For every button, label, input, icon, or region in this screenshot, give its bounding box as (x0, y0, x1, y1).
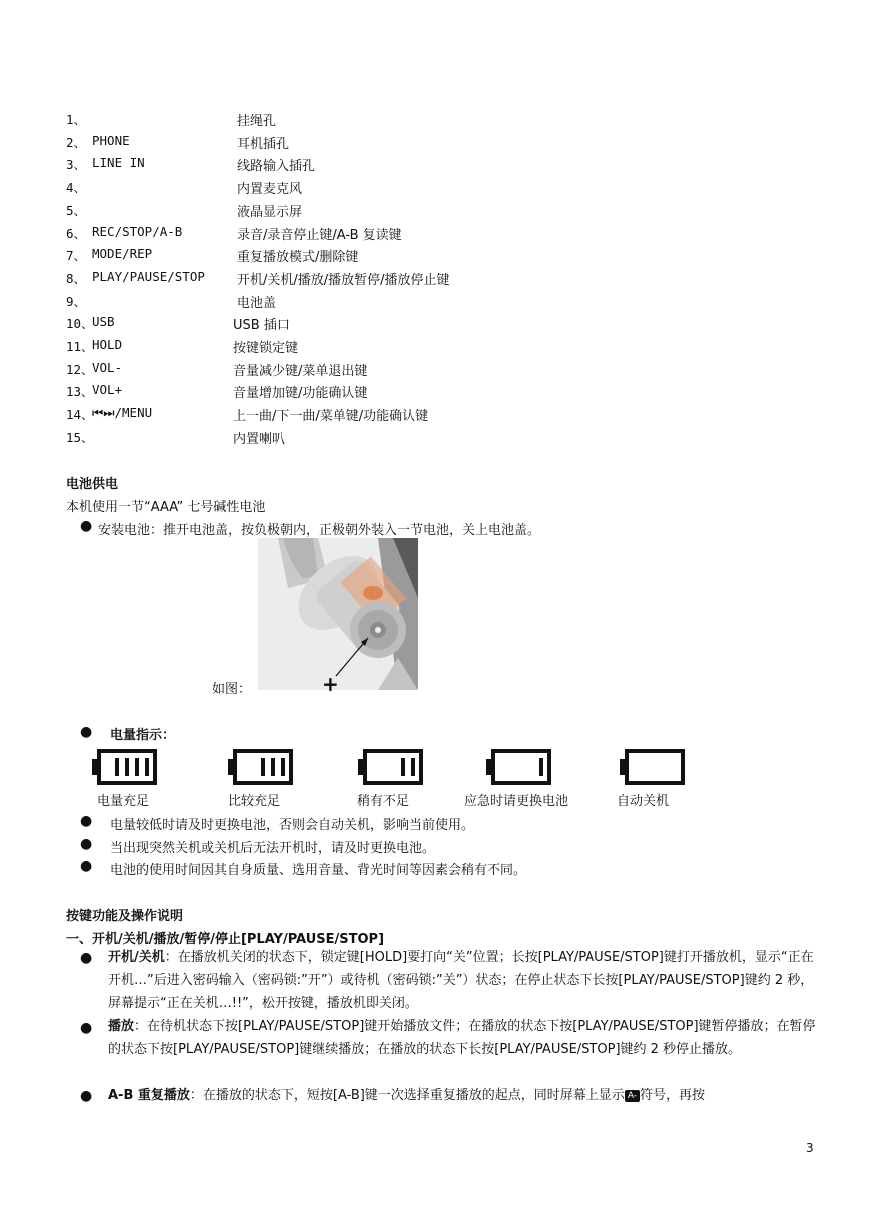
part-number: 7、 (66, 248, 87, 264)
battery-level-label: 稍有不足 (357, 794, 410, 809)
battery-bar (281, 758, 285, 776)
part-description: 重复播放模式/删除键 (237, 250, 359, 266)
part-number: 6、 (66, 225, 87, 241)
keys-section-title: 按键功能及操作说明 (66, 909, 184, 924)
part-description: 液晶显示屏 (237, 204, 303, 220)
bullet: ● (80, 950, 93, 966)
part-label: PLAY/PAUSE/STOP (92, 268, 205, 284)
battery-bar (145, 758, 149, 776)
part-number: 14、 (66, 407, 94, 423)
part-description: 内置喇叭 (233, 431, 286, 447)
bullet: ● (80, 858, 93, 874)
part-number: 3、 (66, 157, 87, 173)
part-number: 11、 (66, 339, 94, 354)
keys-subtitle: 一、开机/关机/播放/暂停/停止[PLAY/PAUSE/STOP] (66, 932, 385, 947)
battery-install-text: 安装电池：推开电池盖，按负极朝内，正极朝外装入一节电池，关上电池盖。 (98, 523, 541, 538)
battery-install-photo (258, 538, 418, 690)
play-text: ：在待机状态下按[PLAY/PAUSE/STOP]键开始播放文件；在播放的状态下按[PLAY/PAUSE/STOP]键暂停播放；在暂停的状态下按[PLAY/PAUSE/STOP]键继续播放；在播放的状态下长按[PLAY/PAUSE/STOP]键约 2 秒停止播放。 (108, 1019, 816, 1057)
part-number: 5、 (66, 202, 87, 218)
battery-bar (261, 758, 265, 776)
part-number: 13、 (66, 384, 94, 400)
battery-note: 电池的使用时间因其自身质量、选用音量、背光时间等因素会稍有不同。 (110, 863, 527, 878)
part-number: 15、 (66, 429, 94, 445)
page-number: 3 (806, 1141, 814, 1155)
battery-bar (539, 758, 543, 776)
ab-repeat-item (108, 1084, 818, 1107)
part-label: PHONE (92, 132, 130, 148)
battery-bar (271, 758, 275, 776)
battery-bar (125, 758, 129, 776)
battery-level-title: 电量指示： (110, 728, 176, 743)
figure-label: 如图： (212, 682, 252, 697)
part-description: 电池盖 (237, 295, 277, 311)
part-description: 音量减少键/菜单退出键 (233, 363, 368, 379)
ab-repeat-text-before: ：在播放的状态下，短按[A-B]键一次选择重复播放的起点，同时屏幕上显示 (189, 1088, 625, 1103)
battery-bar (115, 758, 119, 776)
bullet: ● (80, 1088, 93, 1104)
bullet: ● (80, 1020, 93, 1036)
part-number: 9、 (66, 293, 87, 309)
part-number: 8、 (66, 270, 87, 286)
battery-level-label: 比较充足 (228, 794, 281, 809)
part-description: 线路输入插孔 (237, 159, 316, 175)
ab-repeat-term: A-B 重复播放 (108, 1088, 190, 1103)
bullet: ● (80, 836, 93, 852)
ab-symbol: A- (625, 1090, 640, 1102)
power-text: ：在播放机关闭的状态下，锁定键[HOLD]要打向“关”位置；长按[PLAY/PAUSE/STOP]键打开播放机，显示“正在开机…”后进入密码输入（密码锁:”开”）或待机（密码锁:”关”）状态；在停止状态下长按[PLAY/PAUSE/STOP]键约 2 秒，屏幕提示“正在关机…!!”，松开按键，播放机即关闭。 (108, 950, 814, 1011)
battery-level-label: 自动关机 (617, 794, 670, 809)
part-description: 挂绳孔 (237, 114, 277, 129)
battery-intro: 本机使用一节“AAA” 七号碱性电池 (66, 500, 266, 515)
battery-note: 当出现突然关机或关机后无法开机时，请及时更换电池。 (110, 841, 436, 856)
part-description: USB 插口 (233, 318, 290, 334)
battery-level-icon (92, 749, 158, 785)
part-label: VOL+ (92, 382, 123, 398)
part-label: REC/STOP/A-B (92, 223, 183, 239)
battery-bar (411, 758, 415, 776)
battery-bar (401, 758, 405, 776)
part-label: LINE IN (92, 155, 145, 171)
battery-section-title: 电池供电 (66, 477, 119, 492)
bullet: ● (80, 813, 93, 829)
battery-level-label: 应急时请更换电池 (464, 794, 569, 809)
part-description: 开机/关机/播放/播放暂停/播放停止键 (237, 272, 450, 288)
power-item (108, 946, 818, 1015)
battery-level-icon (620, 749, 686, 785)
part-number: 10、 (66, 316, 94, 332)
part-description: 耳机插孔 (237, 136, 290, 152)
plus-sign: + (322, 672, 339, 696)
battery-level-label: 电量充足 (97, 794, 150, 809)
bullet: ● (80, 724, 93, 740)
battery-outline (627, 751, 683, 783)
battery-photo-drawing (258, 538, 418, 690)
part-number: 12、 (66, 361, 94, 377)
part-description: 录音/录音停止键/A-B 复读键 (237, 227, 402, 243)
part-label: USB (92, 314, 115, 330)
bullet: ● (80, 518, 93, 534)
part-number: 4、 (66, 180, 87, 196)
part-number: 2、 (66, 134, 87, 150)
battery-level-icon (486, 749, 552, 785)
part-label: MODE/REP (92, 246, 153, 262)
battery-bar (135, 758, 139, 776)
part-label: ⏮⏭/MENU (92, 405, 153, 421)
part-description: 内置麦克风 (237, 182, 303, 198)
power-term: 开机/关机 (108, 950, 165, 965)
part-number: 1、 (66, 112, 87, 127)
battery-note: 电量较低时请及时更换电池，否则会自动关机，影响当前使用。 (110, 818, 475, 833)
play-term: 播放 (108, 1019, 135, 1034)
part-label: VOL- (92, 359, 123, 375)
ab-repeat-text-after: 符号，再按 (640, 1088, 706, 1103)
part-label: HOLD (92, 337, 123, 352)
part-description: 按键锁定键 (233, 341, 299, 356)
battery-level-icon (358, 749, 424, 785)
part-description: 音量增加键/功能确认键 (233, 386, 368, 402)
part-description: 上一曲/下一曲/菜单键/功能确认键 (233, 409, 429, 425)
play-item (108, 1015, 818, 1061)
battery-level-icon (228, 749, 294, 785)
